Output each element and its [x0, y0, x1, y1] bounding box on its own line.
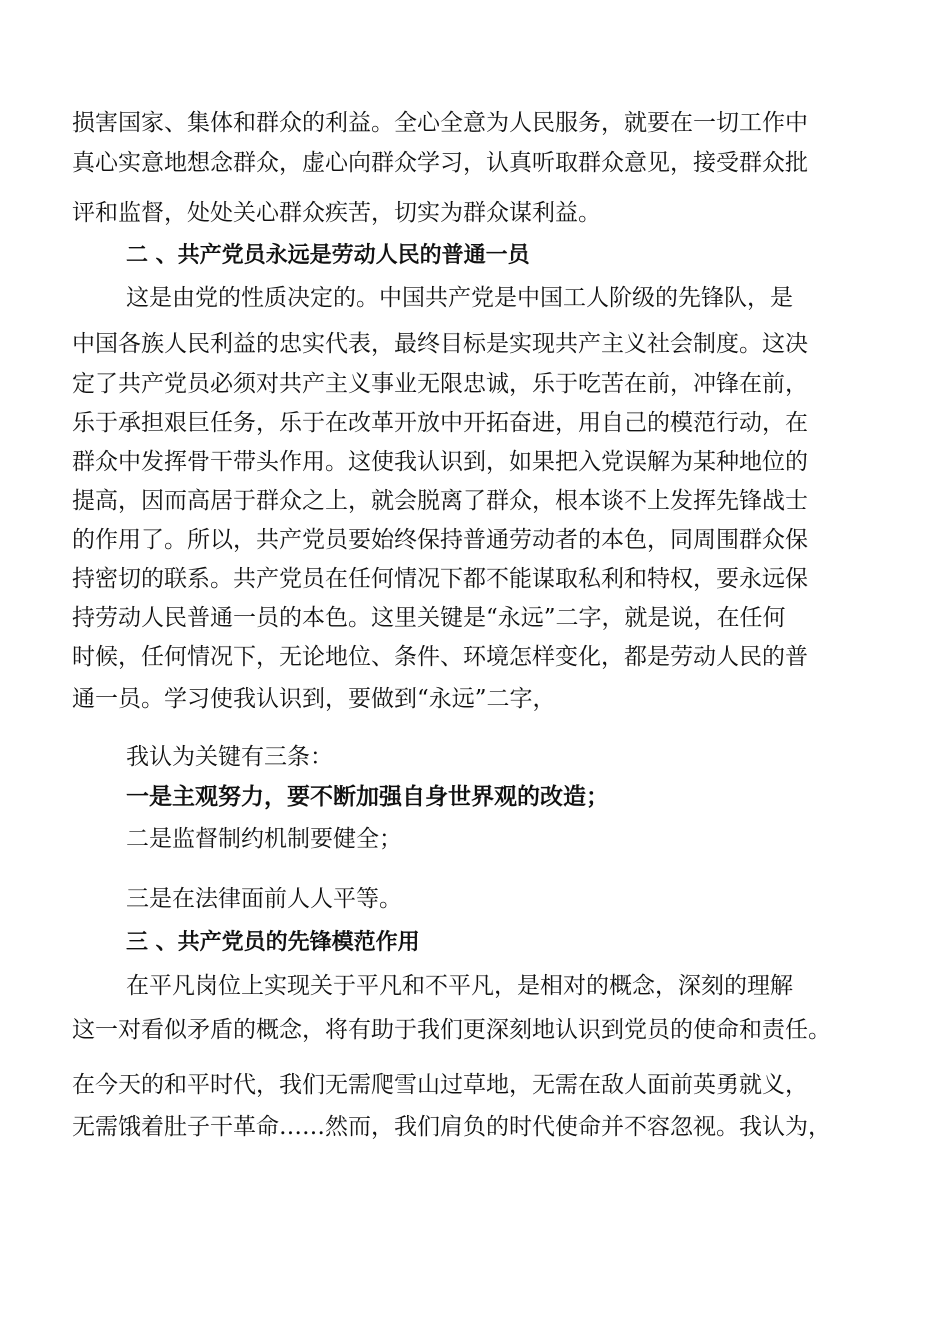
section-heading-3: 三 、共产党员的先锋模范作用	[126, 930, 420, 955]
body-line: 通一员。学习使我认识到，要做到“永远”二字，	[72, 686, 556, 712]
body-line: 的作用了。所以，共产党员要始终保持普通劳动者的本色，同周围群众保	[72, 527, 808, 553]
body-line: 持劳动人民普通一员的本色。这里关键是“永远”二字，就是说，在任何	[72, 605, 786, 631]
body-line: 损害国家、集体和群众的利益。全心全意为人民服务，就要在一切工作中	[72, 110, 808, 136]
body-line: 群众中发挥骨干带头作用。这使我认识到，如果把入党误解为某种地位的	[72, 449, 808, 475]
body-line: 乐于承担艰巨任务，乐于在改革开放中开拓奋进，用自己的模范行动，在	[72, 410, 808, 436]
body-line: 这是由党的性质决定的。中国共产党是中国工人阶级的先锋队，是	[126, 285, 793, 311]
list-item-2: 二是监督制约机制要健全；	[126, 826, 402, 852]
body-line: 提高，因而高居于群众之上，就会脱离了群众，根本谈不上发挥先锋战士	[72, 488, 808, 514]
body-line: 中国各族人民利益的忠实代表，最终目标是实现共产主义社会制度。这决	[72, 331, 808, 357]
body-line: 评和监督，处处关心群众疾苦，切实为群众谋利益。	[72, 200, 601, 226]
body-line: 无需饿着肚子干革命……然而，我们肩负的时代使命并不容忽视。我认为，	[72, 1114, 831, 1140]
body-line: 真心实意地想念群众，虚心向群众学习，认真听取群众意见，接受群众批	[72, 150, 808, 176]
list-item-1: 一是主观努力，要不断加强自身世界观的改造；	[126, 783, 609, 810]
list-intro: 我认为关键有三条：	[126, 744, 333, 770]
body-line: 这一对看似矛盾的概念，将有助于我们更深刻地认识到党员的使命和责任。	[72, 1017, 831, 1043]
body-line: 在今天的和平时代，我们无需爬雪山过草地，无需在敌人面前英勇就义，	[72, 1072, 808, 1098]
list-item-3: 三是在法律面前人人平等。	[126, 886, 402, 912]
body-line: 持密切的联系。共产党员在任何情况下都不能谋取私利和特权，要永远保	[72, 566, 808, 592]
body-line: 在平凡岗位上实现关于平凡和不平凡，是相对的概念，深刻的理解	[126, 973, 793, 999]
body-line: 定了共产党员必须对共产主义事业无限忠诚，乐于吃苦在前，冲锋在前，	[72, 371, 808, 397]
section-heading-2: 二 、共产党员永远是劳动人民的普通一员	[126, 243, 530, 268]
body-line: 时候，任何情况下，无论地位、条件、环境怎样变化，都是劳动人民的普	[72, 644, 808, 670]
